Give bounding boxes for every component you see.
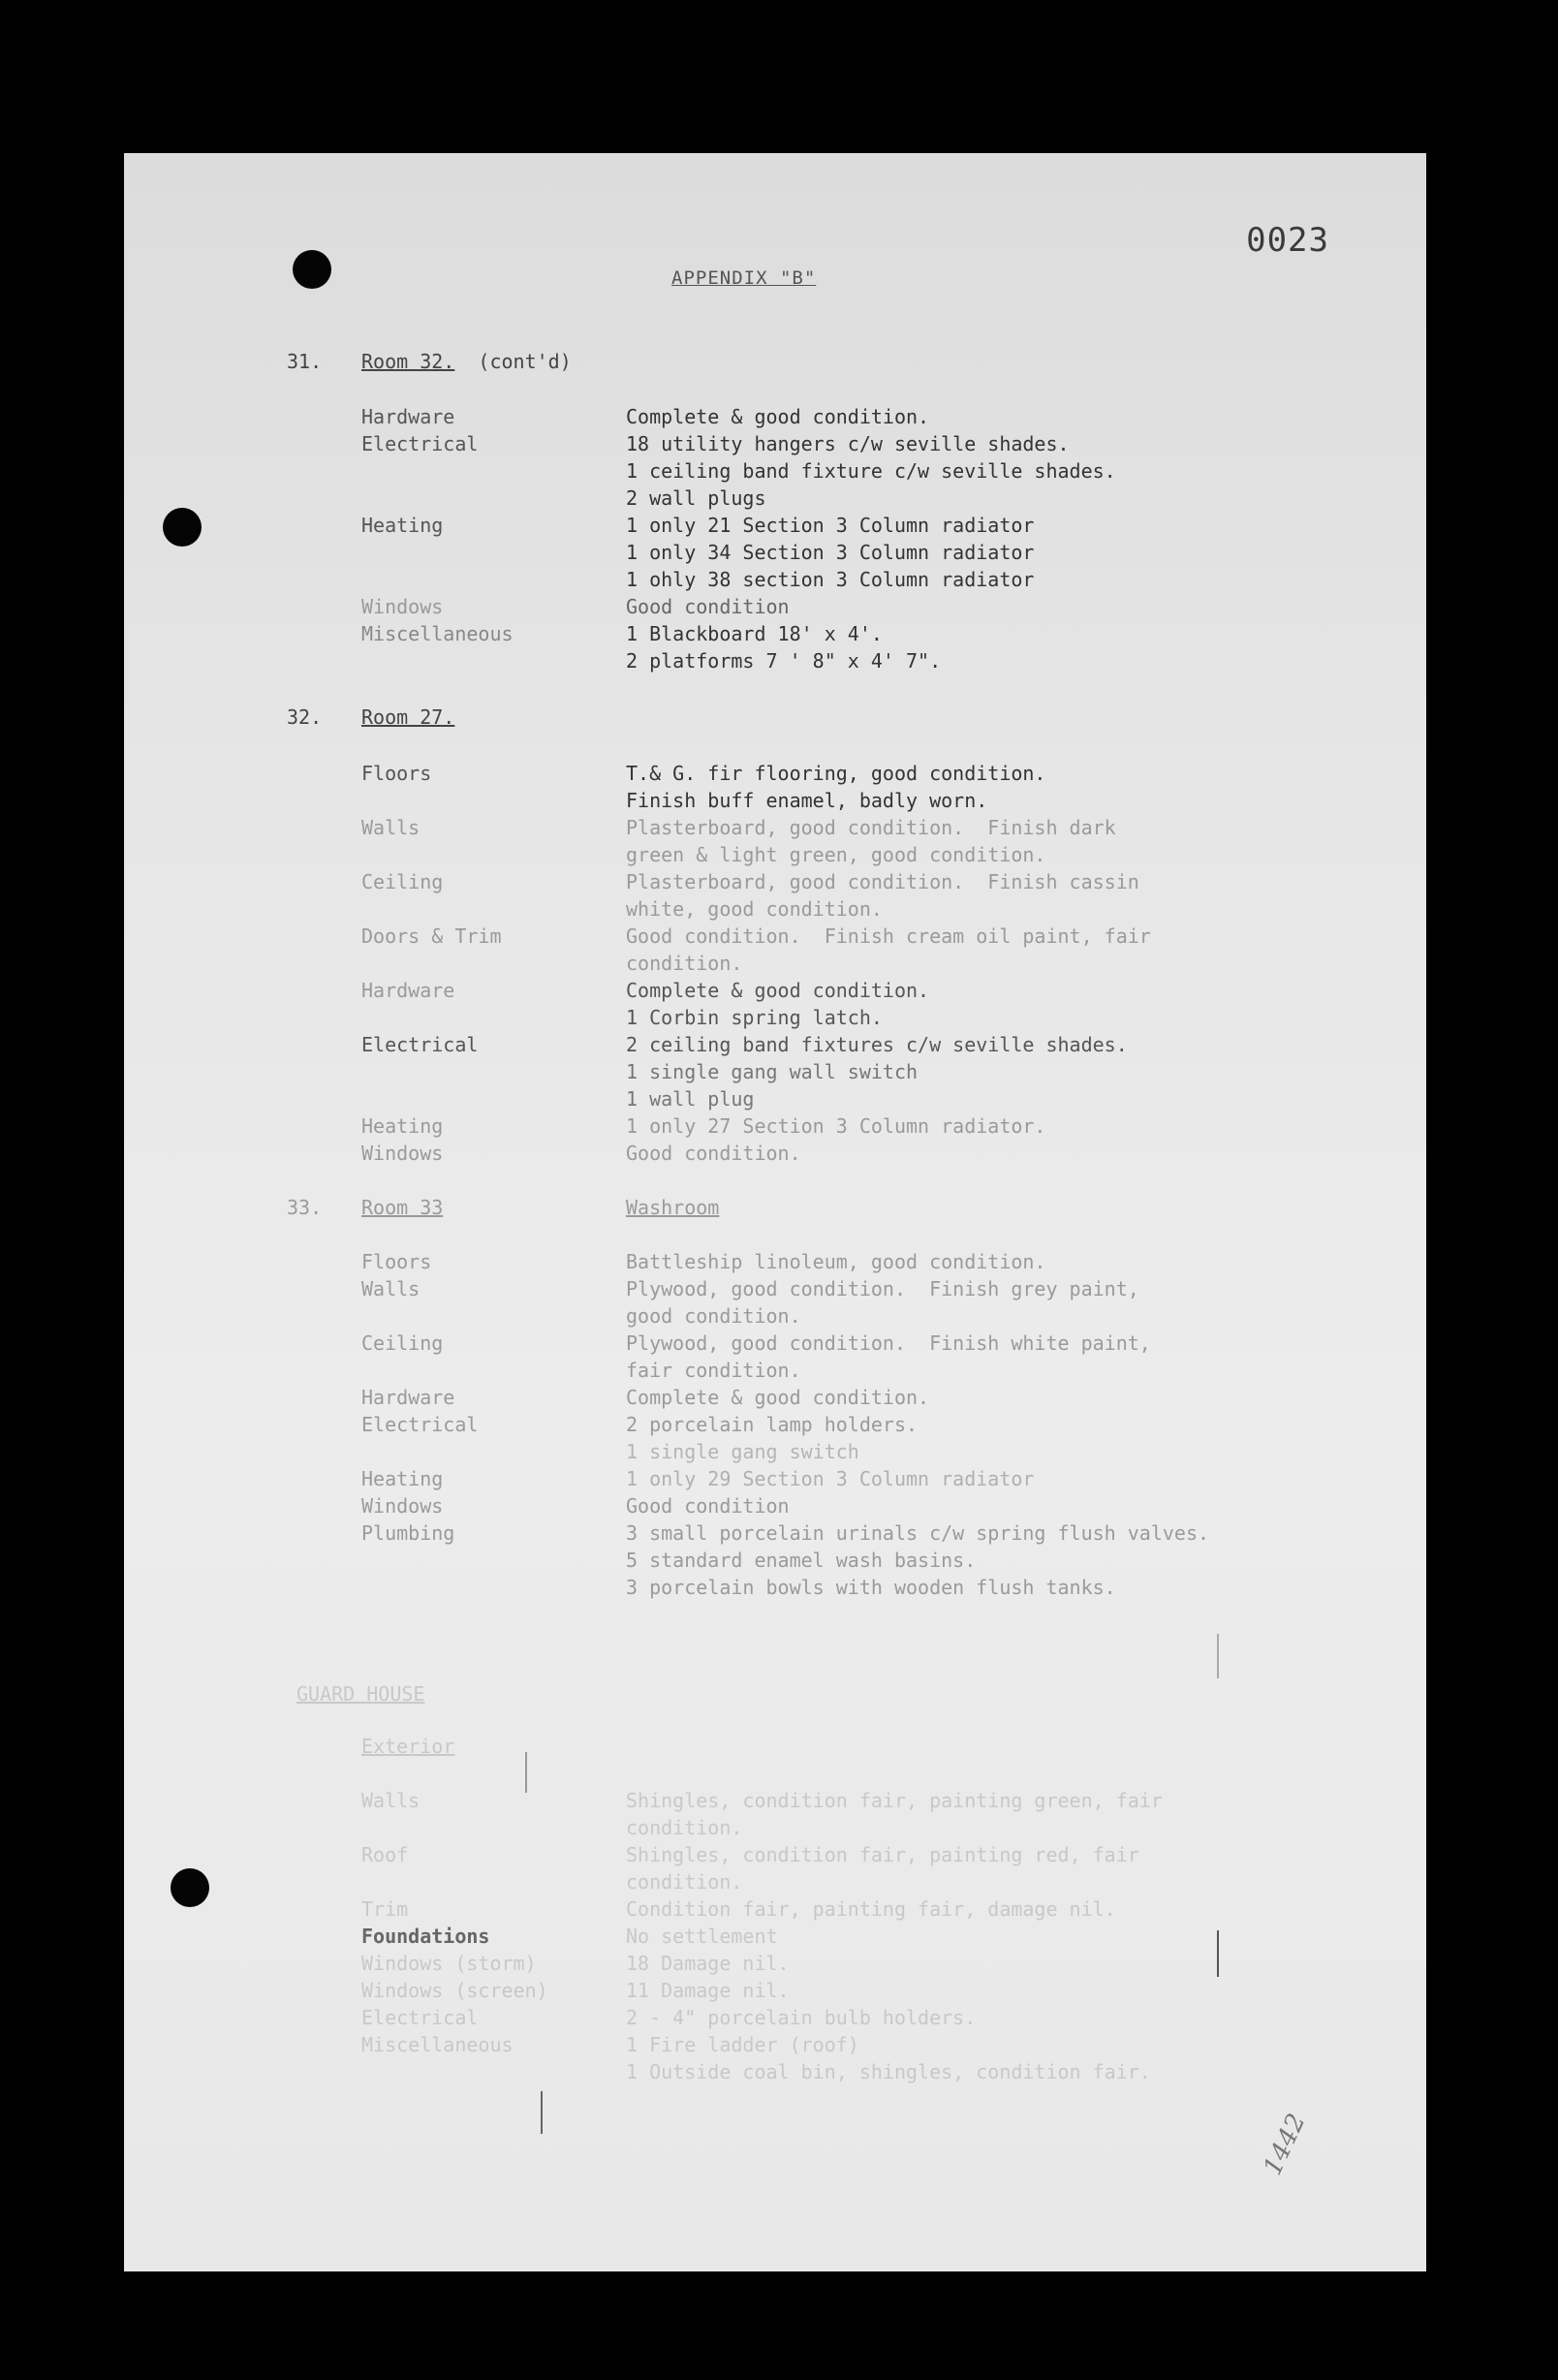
row-value: No settlement — [626, 1925, 778, 1948]
row-value: 1 single gang wall switch — [626, 1060, 919, 1083]
row-label: Hardware — [361, 979, 455, 1002]
row-value: Complete & good condition. — [626, 405, 930, 428]
row-value: 1 Outside coal bin, shingles, condition fair. — [626, 2060, 1151, 2083]
row-value: condition. — [626, 1816, 743, 1839]
row-value: 2 platforms 7 ' 8" x 4' 7". — [626, 649, 942, 673]
row-label: Hardware — [361, 405, 455, 428]
row-label: Foundations — [361, 1925, 490, 1948]
row-value: condition. — [626, 952, 743, 975]
page-number: 0023 — [1246, 221, 1329, 260]
row-value: green & light green, good condition. — [626, 843, 1046, 866]
row-value: 11 Damage nil. — [626, 1979, 790, 2002]
row-value: Plywood, good condition. Finish grey paint, — [626, 1277, 1139, 1300]
row-value: Complete & good condition. — [626, 979, 930, 1002]
row-value: Plywood, good condition. Finish white paint, — [626, 1331, 1151, 1355]
pen-mark — [1217, 1634, 1219, 1678]
row-value: 1 only 27 Section 3 Column radiator. — [626, 1114, 1046, 1138]
row-label: Windows (screen) — [361, 1979, 548, 2002]
handwritten-note: 1442 — [1258, 2109, 1312, 2180]
row-value: Good condition. Finish cream oil paint, fair — [626, 924, 1151, 948]
section-number: 33. — [287, 1196, 323, 1219]
row-label: Electrical — [361, 1033, 479, 1056]
row-value: Condition fair, painting fair, damage nil. — [626, 1897, 1116, 1921]
row-label: Miscellaneous — [361, 622, 514, 645]
row-value: 2 - 4" porcelain bulb holders. — [626, 2006, 977, 2029]
row-value: 2 ceiling band fixtures c/w seville shades. — [626, 1033, 1128, 1056]
row-value: good condition. — [626, 1304, 801, 1328]
row-value: Complete & good condition. — [626, 1386, 930, 1409]
row-value: 2 porcelain lamp holders. — [626, 1413, 919, 1436]
row-value: 18 utility hangers c/w seville shades. — [626, 432, 1070, 455]
row-value: 1 ceiling band fixture c/w seville shades. — [626, 459, 1116, 483]
row-label: Walls — [361, 1277, 421, 1300]
row-value: 1 single gang switch — [626, 1440, 859, 1463]
row-value: 1 only 21 Section 3 Column radiator — [626, 514, 1035, 537]
row-value: Shingles, condition fair, painting red, fair — [626, 1843, 1139, 1866]
row-label: Floors — [361, 1250, 432, 1273]
row-value: 3 porcelain bowls with wooden flush tanks. — [626, 1576, 1116, 1599]
row-label: Windows — [361, 1142, 444, 1165]
row-value: 1 Fire ladder (roof) — [626, 2033, 859, 2056]
page-title: APPENDIX "B" — [671, 267, 817, 289]
row-value: Shingles, condition fair, painting green, fair — [626, 1789, 1163, 1812]
section-room-title: Room 27. — [361, 705, 455, 729]
row-label: Ceiling — [361, 1331, 444, 1355]
row-value: fair condition. — [626, 1359, 801, 1382]
row-label: Floors — [361, 762, 432, 785]
row-label: Heating — [361, 1467, 444, 1490]
row-value: condition. — [626, 1870, 743, 1894]
row-value: 1 ohly 38 section 3 Column radiator — [626, 568, 1035, 591]
row-label: Windows (storm) — [361, 1952, 537, 1975]
row-label: Windows — [361, 1494, 444, 1518]
row-label: Doors & Trim — [361, 924, 502, 948]
row-value: T.& G. fir flooring, good condition. — [626, 762, 1046, 785]
row-label: Walls — [361, 816, 421, 839]
row-value: 2 wall plugs — [626, 486, 766, 510]
row-label: Ceiling — [361, 870, 444, 893]
document-page — [124, 153, 1426, 2271]
pen-mark — [525, 1752, 527, 1793]
section-number: 32. — [287, 705, 323, 729]
row-label: Roof — [361, 1843, 409, 1866]
pen-mark — [1217, 1930, 1219, 1977]
row-label: Heating — [361, 514, 444, 537]
section-subtitle: Washroom — [626, 1196, 720, 1219]
row-value: 3 small porcelain urinals c/w spring flush valves. — [626, 1521, 1210, 1545]
row-label: Electrical — [361, 2006, 479, 2029]
row-value: Good condition — [626, 595, 790, 618]
row-label: Electrical — [361, 432, 479, 455]
row-value: Plasterboard, good condition. Finish cassin — [626, 870, 1139, 893]
punch-hole — [163, 508, 202, 547]
section-number: 31. — [287, 350, 323, 373]
row-value: 5 standard enamel wash basins. — [626, 1549, 977, 1572]
punch-hole — [171, 1868, 209, 1907]
punch-hole — [293, 250, 331, 289]
section-room-title: Room 33 — [361, 1196, 444, 1219]
row-value: white, good condition. — [626, 897, 883, 921]
row-value: Plasterboard, good condition. Finish dark — [626, 816, 1116, 839]
row-label: Miscellaneous — [361, 2033, 514, 2056]
row-value: 1 Corbin spring latch. — [626, 1006, 883, 1029]
row-value: 1 only 29 Section 3 Column radiator — [626, 1467, 1035, 1490]
section-subheading: Exterior — [361, 1735, 455, 1758]
row-value: Battleship linoleum, good condition. — [626, 1250, 1046, 1273]
row-label: Trim — [361, 1897, 409, 1921]
row-value: 18 Damage nil. — [626, 1952, 790, 1975]
row-label: Electrical — [361, 1413, 479, 1436]
row-label: Walls — [361, 1789, 421, 1812]
section-room-title: Room 32. (cont'd) — [361, 350, 572, 373]
row-label: Plumbing — [361, 1521, 455, 1545]
row-value: Good condition. — [626, 1142, 801, 1165]
row-label: Windows — [361, 595, 444, 618]
row-label: Heating — [361, 1114, 444, 1138]
row-value: Good condition — [626, 1494, 790, 1518]
row-value: 1 only 34 Section 3 Column radiator — [626, 541, 1035, 564]
row-value: 1 wall plug — [626, 1087, 755, 1111]
section-heading: GUARD HOUSE — [296, 1682, 425, 1706]
row-label: Hardware — [361, 1386, 455, 1409]
row-value: 1 Blackboard 18' x 4'. — [626, 622, 883, 645]
row-value: Finish buff enamel, badly worn. — [626, 789, 988, 812]
pen-mark — [541, 2091, 543, 2134]
